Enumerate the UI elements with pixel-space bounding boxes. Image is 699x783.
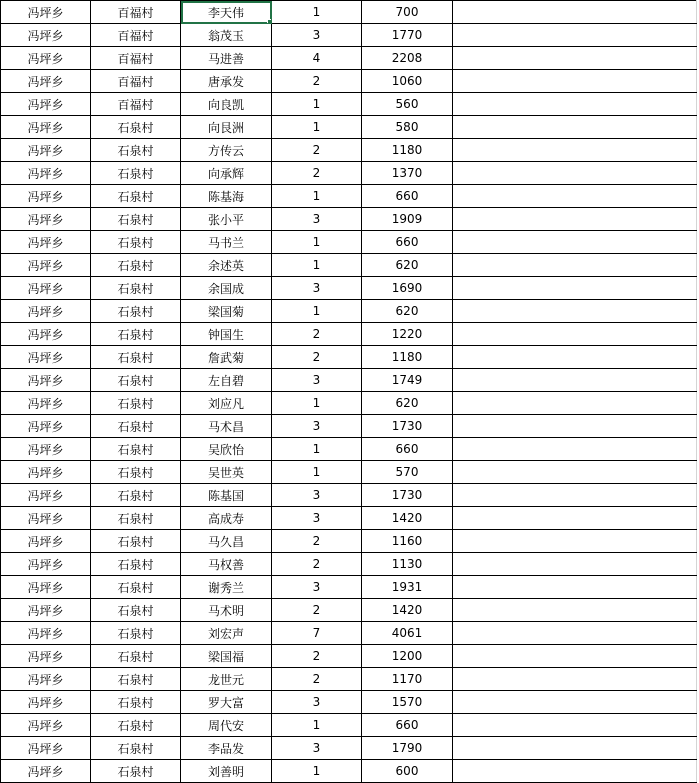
table-row — [1, 185, 697, 208]
name-cell[interactable]: 梁国福 — [181, 645, 272, 668]
selected-cell[interactable]: 李天伟 — [181, 1, 272, 24]
village-cell[interactable]: 百福村 — [91, 93, 181, 116]
empty-cell[interactable] — [453, 116, 697, 139]
empty-cell[interactable] — [453, 461, 697, 484]
village-cell[interactable]: 石泉村 — [91, 737, 181, 760]
name-cell[interactable]: 钟国生 — [181, 323, 272, 346]
table-row — [1, 231, 697, 254]
table-row — [1, 530, 697, 553]
amount-cell[interactable]: 4061 — [362, 622, 453, 645]
village-cell[interactable]: 石泉村 — [91, 162, 181, 185]
village-cell[interactable]: 石泉村 — [91, 323, 181, 346]
empty-cell[interactable] — [453, 484, 697, 507]
name-cell[interactable]: 高成寿 — [181, 507, 272, 530]
household-count-cell[interactable]: 2 — [272, 346, 362, 369]
township-cell[interactable]: 冯坪乡 — [1, 323, 91, 346]
township-cell[interactable]: 冯坪乡 — [1, 116, 91, 139]
village-cell[interactable]: 百福村 — [91, 70, 181, 93]
household-count-cell[interactable]: 1 — [272, 254, 362, 277]
township-cell[interactable]: 冯坪乡 — [1, 1, 91, 24]
township-cell[interactable]: 冯坪乡 — [1, 415, 91, 438]
name-cell[interactable]: 刘宏声 — [181, 622, 272, 645]
table-row — [1, 392, 697, 415]
table-row — [1, 760, 697, 783]
household-count-cell[interactable]: 2 — [272, 530, 362, 553]
empty-cell[interactable] — [453, 277, 697, 300]
empty-cell[interactable] — [453, 622, 697, 645]
household-count-cell[interactable]: 3 — [272, 484, 362, 507]
name-cell[interactable]: 陈基海 — [181, 185, 272, 208]
household-count-cell[interactable]: 3 — [272, 507, 362, 530]
empty-cell[interactable] — [453, 208, 697, 231]
empty-cell[interactable] — [453, 714, 697, 737]
spreadsheet-body — [1, 1, 697, 783]
household-count-cell[interactable]: 1 — [272, 392, 362, 415]
village-cell[interactable]: 石泉村 — [91, 461, 181, 484]
village-cell[interactable]: 百福村 — [91, 1, 181, 24]
household-count-cell[interactable]: 1 — [272, 1, 362, 24]
table-row — [1, 70, 697, 93]
empty-cell[interactable] — [453, 70, 697, 93]
amount-cell[interactable]: 1060 — [362, 70, 453, 93]
township-cell[interactable]: 冯坪乡 — [1, 24, 91, 47]
name-cell[interactable]: 向承辉 — [181, 162, 272, 185]
amount-cell[interactable]: 560 — [362, 93, 453, 116]
table-row — [1, 323, 697, 346]
table-row — [1, 576, 697, 599]
township-cell[interactable]: 冯坪乡 — [1, 484, 91, 507]
township-cell[interactable]: 冯坪乡 — [1, 714, 91, 737]
amount-cell[interactable]: 600 — [362, 760, 453, 783]
amount-cell[interactable]: 1180 — [362, 346, 453, 369]
empty-cell[interactable] — [453, 24, 697, 47]
table-row — [1, 1, 697, 24]
amount-cell[interactable]: 1420 — [362, 599, 453, 622]
household-count-cell[interactable]: 2 — [272, 323, 362, 346]
name-cell[interactable]: 詹武菊 — [181, 346, 272, 369]
empty-cell[interactable] — [453, 553, 697, 576]
amount-cell[interactable]: 1180 — [362, 139, 453, 162]
village-cell[interactable]: 石泉村 — [91, 553, 181, 576]
household-count-cell[interactable]: 1 — [272, 438, 362, 461]
empty-cell[interactable] — [453, 300, 697, 323]
empty-cell[interactable] — [453, 185, 697, 208]
township-cell[interactable]: 冯坪乡 — [1, 668, 91, 691]
name-cell[interactable]: 马术昌 — [181, 415, 272, 438]
name-cell[interactable]: 余国成 — [181, 277, 272, 300]
name-cell[interactable]: 余述英 — [181, 254, 272, 277]
township-cell[interactable]: 冯坪乡 — [1, 254, 91, 277]
amount-cell[interactable]: 1790 — [362, 737, 453, 760]
amount-cell[interactable]: 2208 — [362, 47, 453, 70]
township-cell[interactable]: 冯坪乡 — [1, 599, 91, 622]
household-count-cell[interactable]: 2 — [272, 70, 362, 93]
empty-cell[interactable] — [453, 346, 697, 369]
name-cell[interactable]: 张小平 — [181, 208, 272, 231]
table-row — [1, 162, 697, 185]
household-count-cell[interactable]: 3 — [272, 691, 362, 714]
table-row — [1, 507, 697, 530]
empty-cell[interactable] — [453, 530, 697, 553]
amount-cell[interactable]: 1749 — [362, 369, 453, 392]
empty-cell[interactable] — [453, 760, 697, 783]
amount-cell[interactable]: 1160 — [362, 530, 453, 553]
village-cell[interactable]: 石泉村 — [91, 760, 181, 783]
township-cell[interactable]: 冯坪乡 — [1, 507, 91, 530]
table-row — [1, 139, 697, 162]
household-count-cell[interactable]: 3 — [272, 369, 362, 392]
township-cell[interactable]: 冯坪乡 — [1, 162, 91, 185]
village-cell[interactable]: 石泉村 — [91, 599, 181, 622]
amount-cell[interactable]: 1220 — [362, 323, 453, 346]
amount-cell[interactable]: 1690 — [362, 277, 453, 300]
household-count-cell[interactable]: 3 — [272, 24, 362, 47]
empty-cell[interactable] — [453, 139, 697, 162]
empty-cell[interactable] — [453, 369, 697, 392]
township-cell[interactable]: 冯坪乡 — [1, 737, 91, 760]
household-count-cell[interactable]: 2 — [272, 139, 362, 162]
empty-cell[interactable] — [453, 599, 697, 622]
village-cell[interactable]: 石泉村 — [91, 346, 181, 369]
village-cell[interactable]: 石泉村 — [91, 691, 181, 714]
village-cell[interactable]: 石泉村 — [91, 645, 181, 668]
name-cell[interactable]: 刘应凡 — [181, 392, 272, 415]
household-count-cell[interactable]: 1 — [272, 714, 362, 737]
household-count-cell[interactable]: 2 — [272, 553, 362, 576]
amount-cell[interactable]: 620 — [362, 300, 453, 323]
village-cell[interactable]: 石泉村 — [91, 415, 181, 438]
empty-cell[interactable] — [453, 392, 697, 415]
amount-cell[interactable]: 1730 — [362, 484, 453, 507]
table-row — [1, 93, 697, 116]
name-cell[interactable]: 周代安 — [181, 714, 272, 737]
village-cell[interactable]: 石泉村 — [91, 576, 181, 599]
name-cell[interactable]: 方传云 — [181, 139, 272, 162]
table-row — [1, 737, 697, 760]
township-cell[interactable]: 冯坪乡 — [1, 691, 91, 714]
village-cell[interactable]: 石泉村 — [91, 714, 181, 737]
township-cell[interactable]: 冯坪乡 — [1, 576, 91, 599]
amount-cell[interactable]: 1909 — [362, 208, 453, 231]
table-row — [1, 24, 697, 47]
empty-cell[interactable] — [453, 1, 697, 24]
table-row — [1, 346, 697, 369]
household-count-cell[interactable]: 4 — [272, 47, 362, 70]
township-cell[interactable]: 冯坪乡 — [1, 461, 91, 484]
amount-cell[interactable]: 570 — [362, 461, 453, 484]
household-count-cell[interactable]: 3 — [272, 415, 362, 438]
empty-cell[interactable] — [453, 576, 697, 599]
table-row — [1, 415, 697, 438]
amount-cell[interactable]: 620 — [362, 254, 453, 277]
amount-cell[interactable]: 660 — [362, 714, 453, 737]
name-cell[interactable]: 翁茂玉 — [181, 24, 272, 47]
household-count-cell[interactable]: 1 — [272, 185, 362, 208]
name-cell[interactable]: 罗大富 — [181, 691, 272, 714]
amount-cell[interactable]: 1170 — [362, 668, 453, 691]
empty-cell[interactable] — [453, 438, 697, 461]
village-cell[interactable]: 石泉村 — [91, 530, 181, 553]
name-cell[interactable]: 马权善 — [181, 553, 272, 576]
amount-cell[interactable]: 1770 — [362, 24, 453, 47]
village-cell[interactable]: 石泉村 — [91, 185, 181, 208]
township-cell[interactable]: 冯坪乡 — [1, 277, 91, 300]
table-row — [1, 599, 697, 622]
township-cell[interactable]: 冯坪乡 — [1, 622, 91, 645]
township-cell[interactable]: 冯坪乡 — [1, 300, 91, 323]
name-cell[interactable]: 唐承发 — [181, 70, 272, 93]
table-row — [1, 622, 697, 645]
household-count-cell[interactable]: 7 — [272, 622, 362, 645]
village-cell[interactable]: 石泉村 — [91, 622, 181, 645]
household-count-cell[interactable]: 3 — [272, 737, 362, 760]
table-row — [1, 208, 697, 231]
empty-cell[interactable] — [453, 737, 697, 760]
name-cell[interactable]: 左自碧 — [181, 369, 272, 392]
village-cell[interactable]: 石泉村 — [91, 231, 181, 254]
empty-cell[interactable] — [453, 507, 697, 530]
name-cell[interactable]: 刘善明 — [181, 760, 272, 783]
household-count-cell[interactable]: 1 — [272, 93, 362, 116]
township-cell[interactable]: 冯坪乡 — [1, 93, 91, 116]
empty-cell[interactable] — [453, 93, 697, 116]
township-cell[interactable]: 冯坪乡 — [1, 530, 91, 553]
amount-cell[interactable]: 1200 — [362, 645, 453, 668]
township-cell[interactable]: 冯坪乡 — [1, 231, 91, 254]
household-count-cell[interactable]: 2 — [272, 599, 362, 622]
township-cell[interactable]: 冯坪乡 — [1, 645, 91, 668]
household-count-cell[interactable]: 2 — [272, 162, 362, 185]
amount-cell[interactable]: 700 — [362, 1, 453, 24]
village-cell[interactable]: 石泉村 — [91, 254, 181, 277]
table-row — [1, 553, 697, 576]
name-cell[interactable]: 梁国菊 — [181, 300, 272, 323]
township-cell[interactable]: 冯坪乡 — [1, 760, 91, 783]
amount-cell[interactable]: 1931 — [362, 576, 453, 599]
table-row — [1, 438, 697, 461]
township-cell[interactable]: 冯坪乡 — [1, 369, 91, 392]
amount-cell[interactable]: 660 — [362, 231, 453, 254]
household-count-cell[interactable]: 3 — [272, 277, 362, 300]
amount-cell[interactable]: 660 — [362, 438, 453, 461]
township-cell[interactable]: 冯坪乡 — [1, 47, 91, 70]
village-cell[interactable]: 石泉村 — [91, 484, 181, 507]
table-row — [1, 369, 697, 392]
empty-cell[interactable] — [453, 162, 697, 185]
household-count-cell[interactable]: 2 — [272, 645, 362, 668]
township-cell[interactable]: 冯坪乡 — [1, 438, 91, 461]
empty-cell[interactable] — [453, 645, 697, 668]
amount-cell[interactable]: 1420 — [362, 507, 453, 530]
table-row — [1, 645, 697, 668]
household-count-cell[interactable]: 3 — [272, 208, 362, 231]
table-row — [1, 668, 697, 691]
name-cell[interactable]: 吴世英 — [181, 461, 272, 484]
household-count-cell[interactable]: 1 — [272, 461, 362, 484]
empty-cell[interactable] — [453, 47, 697, 70]
name-cell[interactable]: 龙世元 — [181, 668, 272, 691]
table-row — [1, 47, 697, 70]
empty-cell[interactable] — [453, 415, 697, 438]
table-row — [1, 300, 697, 323]
household-count-cell[interactable]: 2 — [272, 668, 362, 691]
empty-cell[interactable] — [453, 323, 697, 346]
township-cell[interactable]: 冯坪乡 — [1, 346, 91, 369]
village-cell[interactable]: 石泉村 — [91, 300, 181, 323]
township-cell[interactable]: 冯坪乡 — [1, 392, 91, 415]
amount-cell[interactable]: 1730 — [362, 415, 453, 438]
amount-cell[interactable]: 1130 — [362, 553, 453, 576]
village-cell[interactable]: 石泉村 — [91, 277, 181, 300]
village-cell[interactable]: 石泉村 — [91, 369, 181, 392]
amount-cell[interactable]: 1570 — [362, 691, 453, 714]
name-cell[interactable]: 马进善 — [181, 47, 272, 70]
name-cell[interactable]: 马术明 — [181, 599, 272, 622]
name-cell[interactable]: 马书兰 — [181, 231, 272, 254]
village-cell[interactable]: 百福村 — [91, 47, 181, 70]
table-row — [1, 461, 697, 484]
name-cell[interactable]: 李品发 — [181, 737, 272, 760]
village-cell[interactable]: 石泉村 — [91, 208, 181, 231]
township-cell[interactable]: 冯坪乡 — [1, 185, 91, 208]
table-row — [1, 277, 697, 300]
amount-cell[interactable]: 1370 — [362, 162, 453, 185]
name-cell[interactable]: 向良凯 — [181, 93, 272, 116]
village-cell[interactable]: 石泉村 — [91, 139, 181, 162]
name-cell[interactable]: 吴欣怡 — [181, 438, 272, 461]
table-row — [1, 714, 697, 737]
household-count-cell[interactable]: 1 — [272, 116, 362, 139]
name-cell[interactable]: 马久昌 — [181, 530, 272, 553]
village-cell[interactable]: 石泉村 — [91, 116, 181, 139]
household-count-cell[interactable]: 3 — [272, 576, 362, 599]
village-cell[interactable]: 石泉村 — [91, 392, 181, 415]
township-cell[interactable]: 冯坪乡 — [1, 208, 91, 231]
name-cell[interactable]: 陈基国 — [181, 484, 272, 507]
name-cell[interactable]: 谢秀兰 — [181, 576, 272, 599]
township-cell[interactable]: 冯坪乡 — [1, 139, 91, 162]
empty-cell[interactable] — [453, 254, 697, 277]
village-cell[interactable]: 百福村 — [91, 24, 181, 47]
village-cell[interactable]: 石泉村 — [91, 438, 181, 461]
table-row — [1, 116, 697, 139]
amount-cell[interactable]: 580 — [362, 116, 453, 139]
household-count-cell[interactable]: 1 — [272, 760, 362, 783]
table-row — [1, 254, 697, 277]
empty-cell[interactable] — [453, 231, 697, 254]
name-cell[interactable]: 向艮洲 — [181, 116, 272, 139]
table-row — [1, 484, 697, 507]
village-cell[interactable]: 石泉村 — [91, 507, 181, 530]
township-cell[interactable]: 冯坪乡 — [1, 70, 91, 93]
amount-cell[interactable]: 620 — [362, 392, 453, 415]
table-row — [1, 691, 697, 714]
household-count-cell[interactable]: 1 — [272, 300, 362, 323]
village-cell[interactable]: 石泉村 — [91, 668, 181, 691]
township-cell[interactable]: 冯坪乡 — [1, 553, 91, 576]
empty-cell[interactable] — [453, 668, 697, 691]
amount-cell[interactable]: 660 — [362, 185, 453, 208]
empty-cell[interactable] — [453, 691, 697, 714]
household-count-cell[interactable]: 1 — [272, 231, 362, 254]
